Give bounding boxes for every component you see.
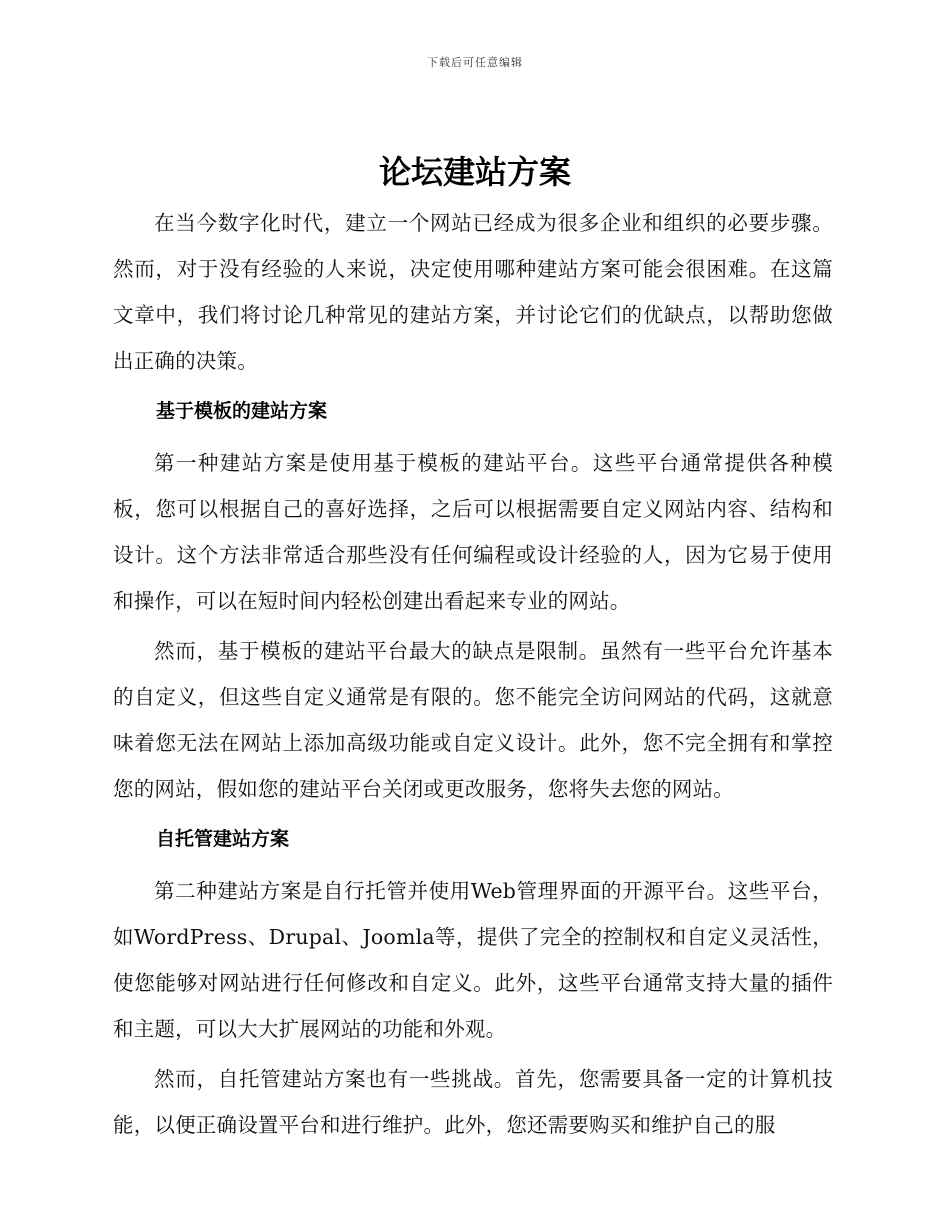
paragraph: 第一种建站方案是使用基于模板的建站平台。这些平台通常提供各种模板，您可以根据自己的喜好选择，之后可以根据需要自定义网站内容、结构和设计。这个方法非常适合那些没有任何编程或设计经验的人，因为它易于使用和操作，可以在短时间内轻松创建出看起来专业的网站。: [113, 451, 833, 613]
paragraph: 然而，自托管建站方案也有一些挑战。首先，您需要具备一定的计算机技能，以便正确设置平台和进行维护。此外，您还需要购买和维护自己的服: [113, 1067, 833, 1137]
section-heading-self-hosted: 自托管建站方案: [156, 828, 290, 850]
section-heading-template: 基于模板的建站方案: [156, 400, 328, 422]
document-title: 论坛建站方案: [378, 153, 571, 191]
header-note: 下载后可任意编辑: [427, 56, 523, 69]
document-body: [113, 200, 833, 1152]
paragraph: 然而，基于模板的建站平台最大的缺点是限制。虽然有一些平台允许基本的自定义，但这些自定义通常是有限的。您不能完全访问网站的代码，这就意味着您无法在网站上添加高级功能或自定义设计。此外，您不完全拥有和掌控您的网站，假如您的建站平台关闭或更改服务，您将失去您的网站。: [113, 639, 833, 801]
intro-paragraph: 在当今数字化时代，建立一个网站已经成为很多企业和组织的必要步骤。然而，对于没有经验的人来说，决定使用哪种建站方案可能会很困难。在这篇文章中，我们将讨论几种常见的建站方案，并讨论它们的优缺点，以帮助您做出正确的决策。: [113, 211, 833, 373]
paragraph: 第二种建站方案是自行托管并使用Web管理界面的开源平台。这些平台，如WordPress、Drupal、Joomla等，提供了完全的控制权和自定义灵活性，使您能够对网站进行任何修改和自定义。此外，这些平台通常支持大量的插件和主题，可以大大扩展网站的功能和外观。: [113, 879, 833, 1041]
